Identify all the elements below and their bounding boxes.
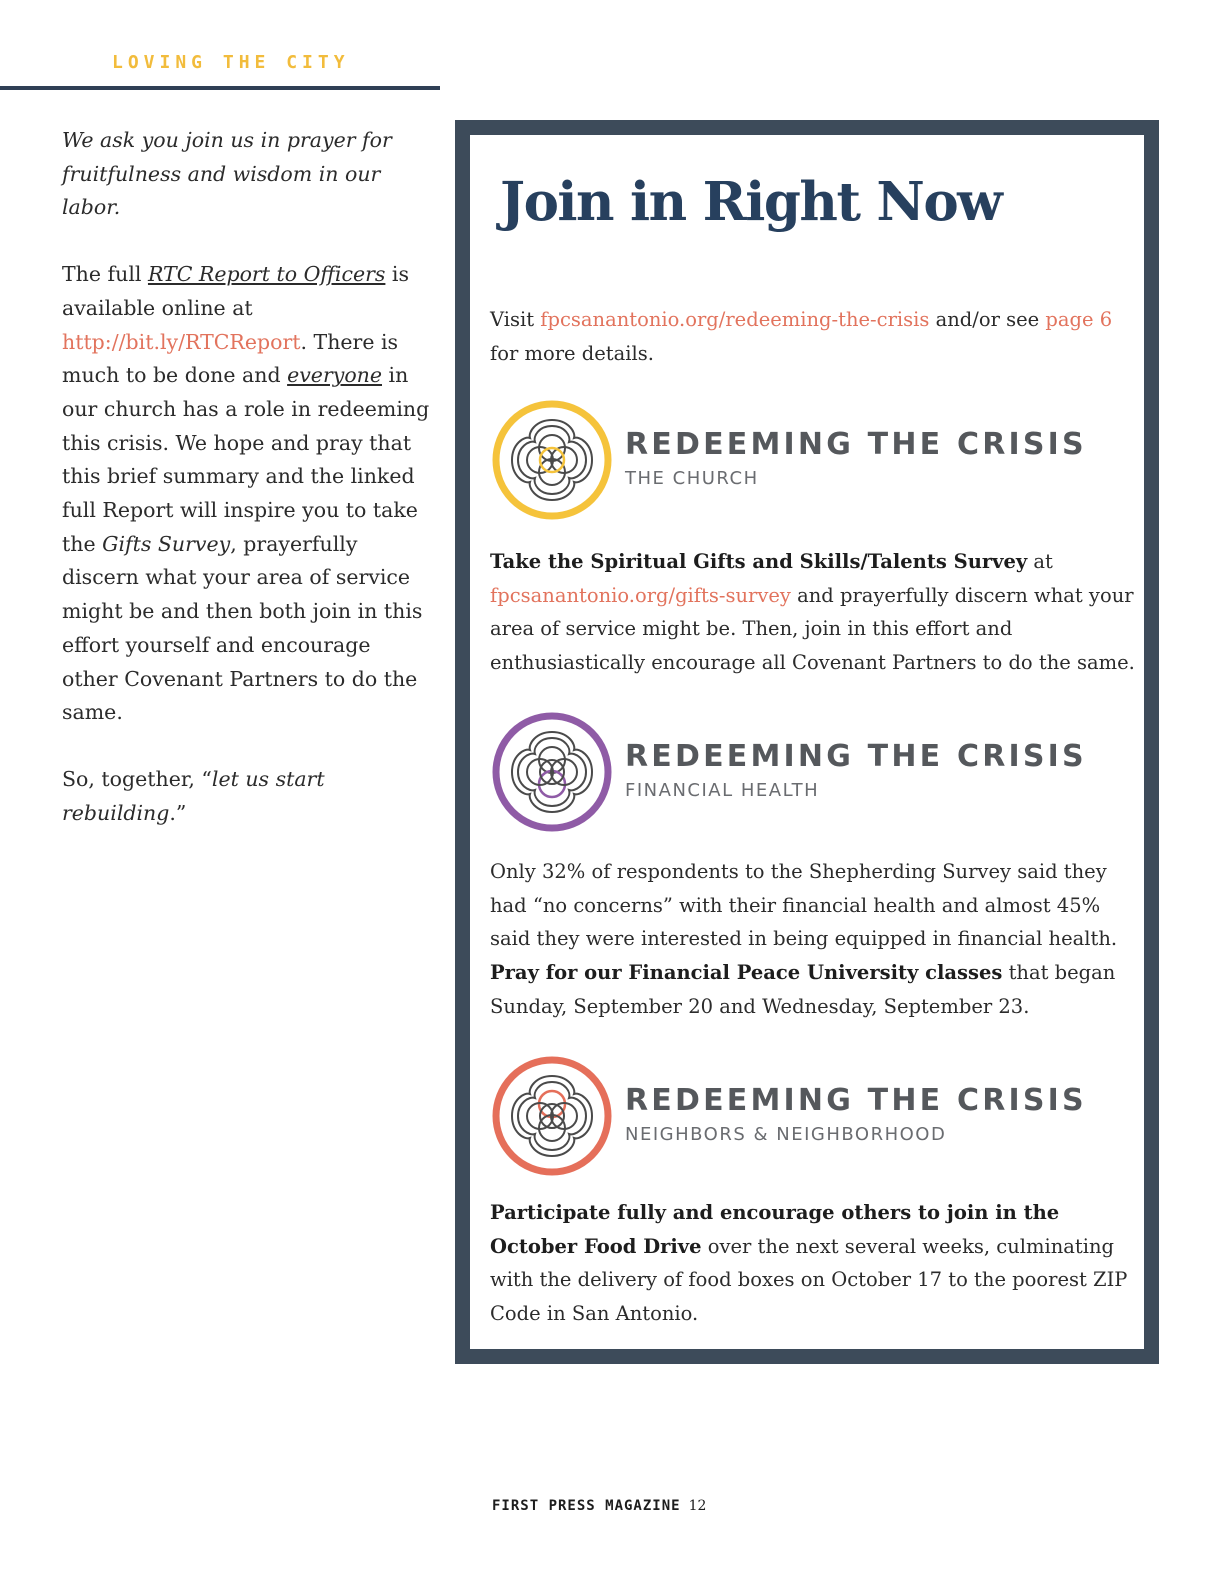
visit-text-a: Visit bbox=[490, 308, 541, 331]
financial-text-b: that began Sunday, September 20 and Wednesday, September 23. bbox=[490, 961, 1116, 1018]
page-6-link[interactable]: page 6 bbox=[1045, 308, 1113, 331]
church-logo-subtitle: THE CHURCH bbox=[625, 468, 759, 489]
financial-peace-callout: Pray for our Financial Peace University classes bbox=[490, 961, 1003, 985]
financial-text-a: Only 32% of respondents to the Shepherding Survey said they had “no concerns” with their financial health and almost 45% said they were interested in being equipped in financial health. bbox=[490, 860, 1118, 951]
neighbors-emblem-icon bbox=[490, 1054, 614, 1178]
food-drive-paragraph bbox=[490, 1196, 1140, 1331]
report-text-a: The full bbox=[62, 262, 148, 287]
gifts-survey-callout: Take the Spiritual Gifts and Skills/Talents Survey bbox=[490, 550, 1028, 573]
section-label: LOVING THE CITY bbox=[112, 52, 350, 73]
join-now-box bbox=[455, 120, 1159, 1364]
section-divider bbox=[0, 86, 440, 90]
neighbors-logo bbox=[490, 1054, 1110, 1184]
food-drive-text: over the next several weeks, culminating with the delivery of food boxes on October 17 to the poorest ZIP Code in San Antonio. bbox=[490, 1234, 1128, 1326]
page-number: 12 bbox=[688, 1498, 707, 1514]
neighbors-logo-title: REDEEMING THE CRISIS bbox=[625, 1083, 1087, 1118]
report-link[interactable]: http://bit.ly/RTCReport bbox=[62, 329, 301, 354]
visit-text-c: for more details. bbox=[490, 341, 654, 365]
financial-emblem-icon bbox=[490, 710, 614, 834]
visit-text-b: and/or see bbox=[929, 308, 1046, 331]
closing-quote: let us start rebuilding bbox=[62, 766, 325, 825]
page-footer bbox=[492, 1498, 706, 1514]
closing-text-b: .” bbox=[169, 800, 187, 825]
report-text-d: in our church has a role in redeeming this crisis. We hope and pray that this brief summary and the linked full Report will inspire you to take the bbox=[62, 363, 430, 556]
visit-paragraph bbox=[490, 303, 1140, 370]
financial-health-logo bbox=[490, 710, 1110, 840]
financial-paragraph bbox=[490, 855, 1140, 1024]
everyone-emphasis: everyone bbox=[287, 363, 382, 388]
gifts-survey-link[interactable]: fpcsanantonio.org/gifts-survey bbox=[490, 583, 791, 607]
financial-logo-title: REDEEMING THE CRISIS bbox=[625, 739, 1087, 774]
report-text-c: . There is much to be done and bbox=[62, 329, 399, 388]
church-text-a: at bbox=[1027, 550, 1053, 573]
food-drive-callout: Participate fully and encourage others to join in the October Food Drive bbox=[490, 1201, 1060, 1258]
church-paragraph bbox=[490, 545, 1140, 680]
church-text-b: and prayerfully discern what your area of service might be. Then, join in this effort and enthusiastically encourage all Covenant Partners to do the same. bbox=[490, 583, 1135, 675]
closing-paragraph bbox=[62, 763, 432, 830]
neighbors-logo-subtitle: NEIGHBORS & NEIGHBORHOOD bbox=[625, 1124, 947, 1145]
report-paragraph bbox=[62, 258, 432, 730]
closing-text-a: So, together, “ bbox=[62, 766, 212, 791]
left-column bbox=[62, 124, 432, 863]
redeeming-link[interactable]: fpcsanantonio.org/redeeming-the-crisis bbox=[540, 308, 930, 331]
church-emblem-icon bbox=[490, 398, 614, 522]
church-logo-title: REDEEMING THE CRISIS bbox=[625, 427, 1087, 462]
prayer-request: We ask you join us in prayer for fruitfulness and wisdom in our labor. bbox=[62, 128, 392, 220]
box-title: Join in Right Now bbox=[500, 171, 1002, 233]
church-logo bbox=[490, 398, 1110, 528]
financial-logo-subtitle: FINANCIAL HEALTH bbox=[625, 780, 820, 801]
magazine-name: FIRST PRESS MAGAZINE bbox=[492, 1498, 681, 1514]
report-text-b: is available online at bbox=[62, 262, 409, 320]
gifts-survey-emphasis: Gifts Survey bbox=[102, 531, 231, 556]
report-text-e: , prayerfully discern what your area of service might be and then both join in this effort yourself and encourage other Covenant Partners to do the same. bbox=[62, 531, 423, 725]
report-title: RTC Report to Officers bbox=[147, 262, 386, 287]
